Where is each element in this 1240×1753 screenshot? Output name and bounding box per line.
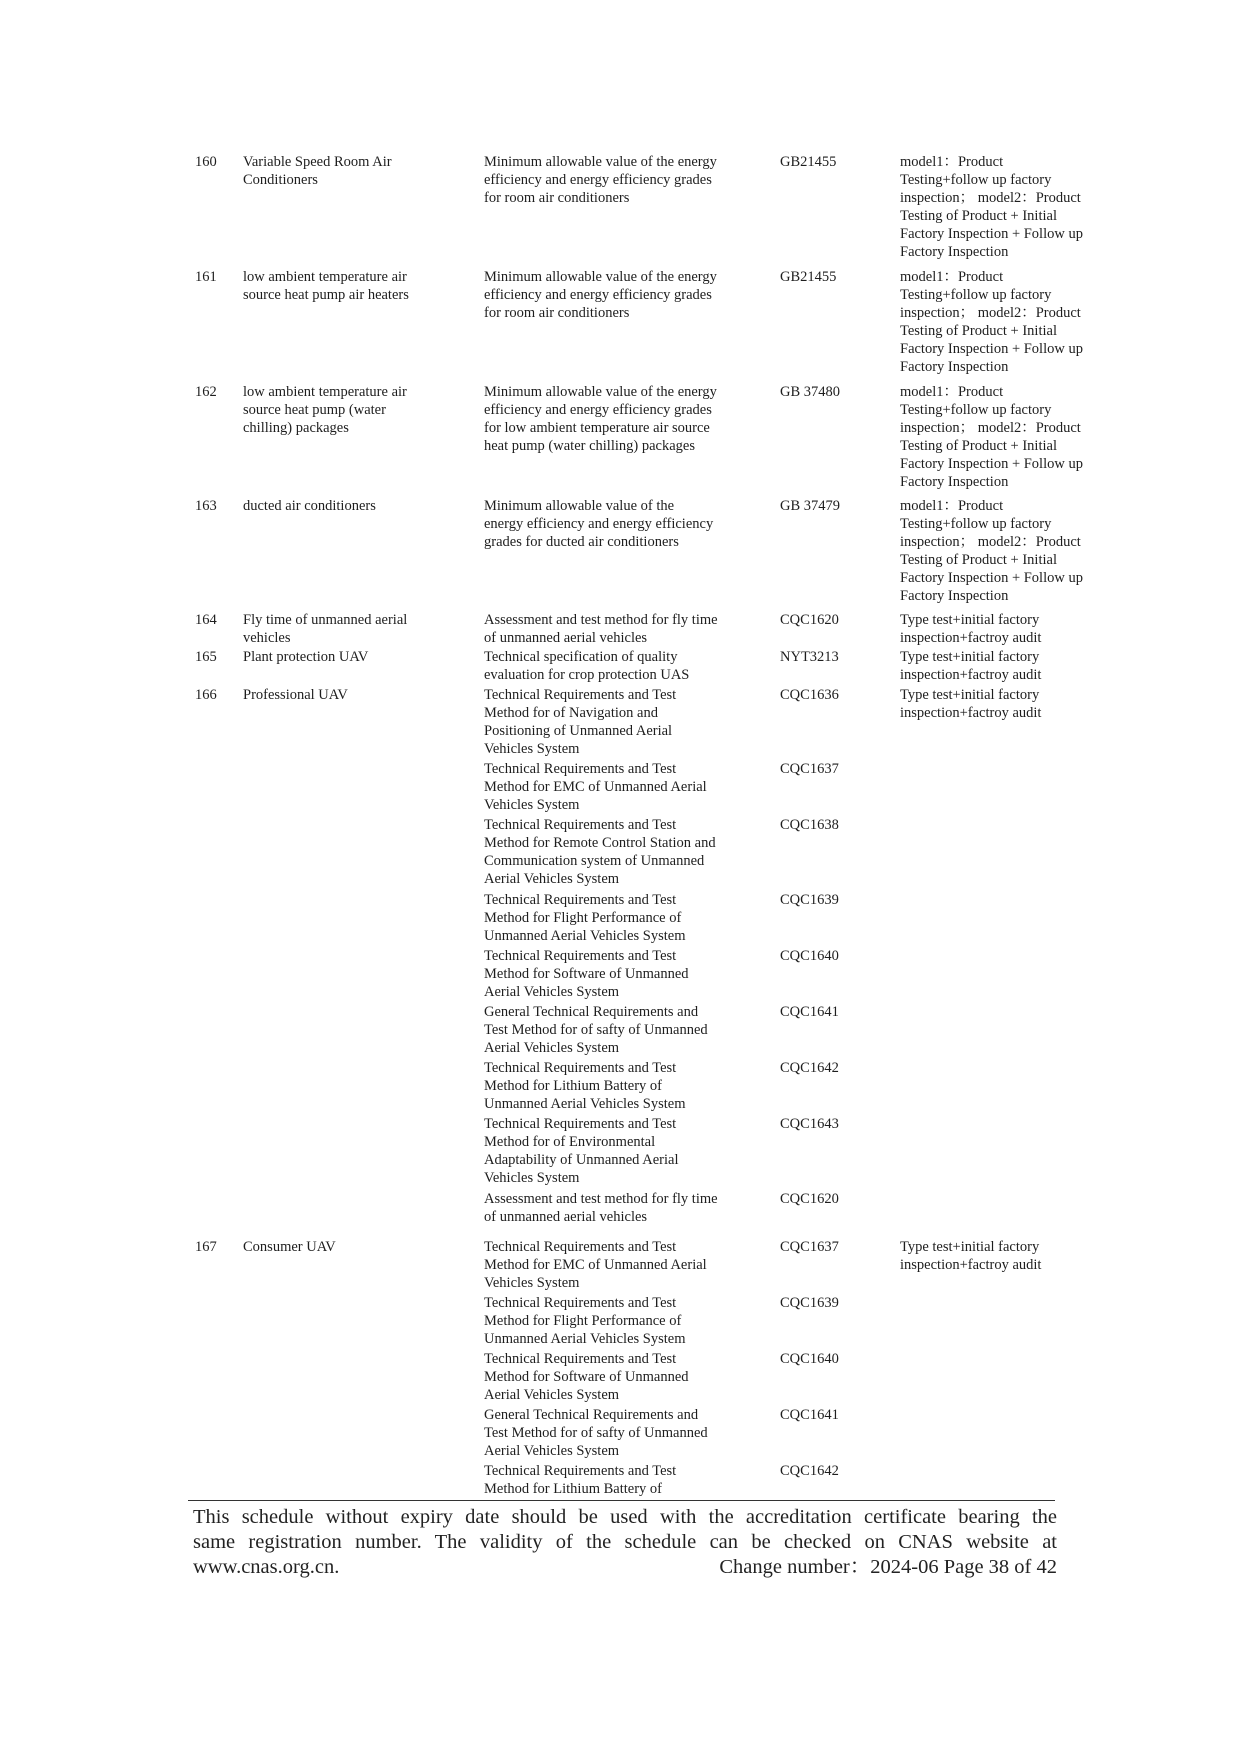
product-name: Professional UAV <box>243 687 348 703</box>
change-number: Change number：2024-06 Page 38 of 42 <box>719 1556 1057 1578</box>
certification-rule: Type test+initial factory inspection+factroy audit <box>900 687 1042 721</box>
standard-name: Technical Requirements and Test Method for EMC of Unmanned Aerial Vehicles System <box>484 761 707 813</box>
standard-name: Minimum allowable value of the energy efficiency and energy efficiency grades for ducted air conditioners <box>484 498 714 550</box>
product-name: ducted air conditioners <box>243 498 376 514</box>
page-footer <box>193 1505 1057 1580</box>
standard-code: CQC1639 <box>780 1295 839 1311</box>
standard-code: CQC1640 <box>780 1351 839 1367</box>
standard-code: GB21455 <box>780 154 837 170</box>
standard-name: Technical Requirements and Test Method for Flight Performance of Unmanned Aerial Vehicles System <box>484 1295 686 1347</box>
certification-rule: model1：Product Testing+follow up factory inspection； model2：Product Testing of Product + Initial Factory Inspection + Follow up Factory Inspection <box>900 154 1083 260</box>
standard-name: Minimum allowable value of the energy efficiency and energy efficiency grades for room air conditioners <box>484 154 717 206</box>
standard-name: Technical Requirements and Test Method for Software of Unmanned Aerial Vehicles System <box>484 948 689 1000</box>
product-name: Consumer UAV <box>243 1239 336 1255</box>
row-number: 160 <box>195 154 217 170</box>
row-number: 163 <box>195 498 217 514</box>
footer-line-1: This schedule without expiry date should be used with the accreditation certificate bearing the <box>193 1506 1057 1528</box>
certification-rule: model1：Product Testing+follow up factory inspection； model2：Product Testing of Product + Initial Factory Inspection + Follow up Factory Inspection <box>900 384 1083 490</box>
standard-name: Technical Requirements and Test Method for of Environmental Adaptability of Unmanned Aerial Vehicles System <box>484 1116 679 1186</box>
product-name: Variable Speed Room Air Conditioners <box>243 154 392 188</box>
row-number: 161 <box>195 269 217 285</box>
product-name: low ambient temperature air source heat pump (water chilling) packages <box>243 384 407 436</box>
standard-code: CQC1639 <box>780 892 839 908</box>
standard-code: GB 37479 <box>780 498 841 514</box>
row-number: 164 <box>195 612 217 628</box>
standard-code: CQC1643 <box>780 1116 839 1132</box>
standard-code: GB21455 <box>780 269 837 285</box>
standard-code: CQC1638 <box>780 817 839 833</box>
standard-name: Technical Requirements and Test Method for Lithium Battery of <box>484 1463 677 1497</box>
certification-rule: Type test+initial factory inspection+factroy audit <box>900 1239 1042 1273</box>
footer-line-3 <box>193 1555 1057 1580</box>
certification-rule: model1：Product Testing+follow up factory inspection； model2：Product Testing of Product + Initial Factory Inspection + Follow up Factory Inspection <box>900 498 1083 604</box>
standard-code: CQC1641 <box>780 1004 839 1020</box>
standard-name: Technical specification of quality evaluation for crop protection UAS <box>484 649 690 683</box>
standard-name: Technical Requirements and Test Method for EMC of Unmanned Aerial Vehicles System <box>484 1239 707 1291</box>
certification-rule: Type test+initial factory inspection+factroy audit <box>900 612 1042 646</box>
product-name: Plant protection UAV <box>243 649 369 665</box>
row-number: 166 <box>195 687 217 703</box>
standard-name: Assessment and test method for fly time of unmanned aerial vehicles <box>484 1191 718 1225</box>
standard-name: Assessment and test method for fly time of unmanned aerial vehicles <box>484 612 718 646</box>
product-name: low ambient temperature air source heat pump air heaters <box>243 269 409 303</box>
standard-name: Minimum allowable value of the energy efficiency and energy efficiency grades for room air conditioners <box>484 269 717 321</box>
row-number: 167 <box>195 1239 217 1255</box>
standard-name: Technical Requirements and Test Method for of Navigation and Positioning of Unmanned Aerial Vehicles System <box>484 687 677 757</box>
footer-divider <box>188 1500 1055 1501</box>
standard-code: CQC1620 <box>780 1191 839 1207</box>
standard-code: CQC1637 <box>780 1239 839 1255</box>
standard-name: General Technical Requirements and Test Method for of safty of Unmanned Aerial Vehicles System <box>484 1407 708 1459</box>
certification-rule: model1：Product Testing+follow up factory inspection； model2：Product Testing of Product + Initial Factory Inspection + Follow up Factory Inspection <box>900 269 1083 375</box>
standard-name: Technical Requirements and Test Method for Remote Control Station and Communication system of Unmanned Aerial Vehicles System <box>484 817 716 887</box>
product-name: Fly time of unmanned aerial vehicles <box>243 612 408 646</box>
standard-code: CQC1620 <box>780 612 839 628</box>
standard-code: CQC1641 <box>780 1407 839 1423</box>
cnas-website-link[interactable]: www.cnas.org.cn. <box>193 1556 340 1578</box>
row-number: 165 <box>195 649 217 665</box>
standard-name: Technical Requirements and Test Method for Software of Unmanned Aerial Vehicles System <box>484 1351 689 1403</box>
standard-code: NYT3213 <box>780 649 839 665</box>
standard-code: CQC1636 <box>780 687 839 703</box>
standard-name: Technical Requirements and Test Method for Lithium Battery of Unmanned Aerial Vehicles System <box>484 1060 686 1112</box>
standard-name: Minimum allowable value of the energy efficiency and energy efficiency grades for low ambient temperature air source heat pump (water chilling) packages <box>484 384 717 454</box>
standard-code: CQC1640 <box>780 948 839 964</box>
standard-code: GB 37480 <box>780 384 841 400</box>
standard-name: Technical Requirements and Test Method for Flight Performance of Unmanned Aerial Vehicles System <box>484 892 686 944</box>
row-number: 162 <box>195 384 217 400</box>
standard-code: CQC1642 <box>780 1463 839 1479</box>
standard-code: CQC1637 <box>780 761 839 777</box>
certification-rule: Type test+initial factory inspection+factroy audit <box>900 649 1042 683</box>
footer-line-2: same registration number. The validity of the schedule can be checked on CNAS website at <box>193 1531 1057 1553</box>
standard-name: General Technical Requirements and Test Method for of safty of Unmanned Aerial Vehicles System <box>484 1004 708 1056</box>
standard-code: CQC1642 <box>780 1060 839 1076</box>
